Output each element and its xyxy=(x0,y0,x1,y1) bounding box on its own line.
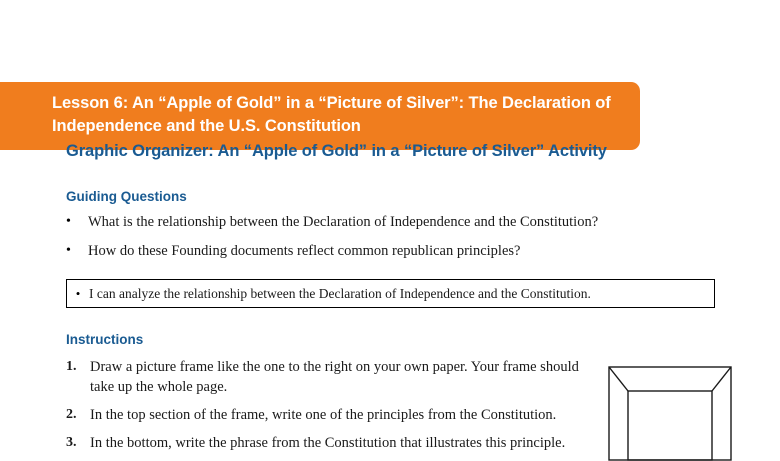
instruction-text: In the bottom, write the phrase from the Constitution that illustrates this principle. xyxy=(90,435,566,451)
instruction-text: Draw a picture frame like the one to the right on your own paper. Your frame should take up the whole page. xyxy=(90,359,579,395)
list-item xyxy=(66,433,596,453)
instruction-number: 2. xyxy=(66,407,77,422)
lesson-banner-title: Lesson 6: An “Apple of Gold” in a “Picture of Silver”: The Declaration of Independence and the U.S. Constitution xyxy=(52,94,611,135)
lesson-banner xyxy=(0,82,640,150)
learning-target-text: I can analyze the relationship between the Declaration of Independence and the Constitution. xyxy=(89,285,591,301)
instruction-text: In the top section of the frame, write one of the principles from the Constitution. xyxy=(90,407,557,423)
list-item xyxy=(66,241,726,261)
bullet-marker: • xyxy=(66,214,71,229)
bullet-marker: • xyxy=(75,285,81,301)
instructions-list xyxy=(66,357,596,461)
guiding-question-text: How do these Founding documents reflect common republican principles? xyxy=(88,243,521,259)
activity-title: Graphic Organizer: An “Apple of Gold” in a “Picture of Silver” Activity xyxy=(66,142,607,160)
guiding-questions-list xyxy=(66,212,726,270)
picture-frame-icon xyxy=(608,366,738,461)
list-item xyxy=(66,212,726,232)
instruction-number: 3. xyxy=(66,435,77,450)
picture-frame-diagram xyxy=(608,366,738,461)
instruction-number: 1. xyxy=(66,359,77,374)
list-item xyxy=(66,405,596,425)
guiding-questions-heading: Guiding Questions xyxy=(66,189,187,204)
instructions-heading: Instructions xyxy=(66,332,144,347)
list-item xyxy=(66,357,596,397)
learning-target-box xyxy=(66,279,715,308)
guiding-question-text: What is the relationship between the Declaration of Independence and the Constitution? xyxy=(88,214,599,230)
bullet-marker: • xyxy=(66,243,71,258)
